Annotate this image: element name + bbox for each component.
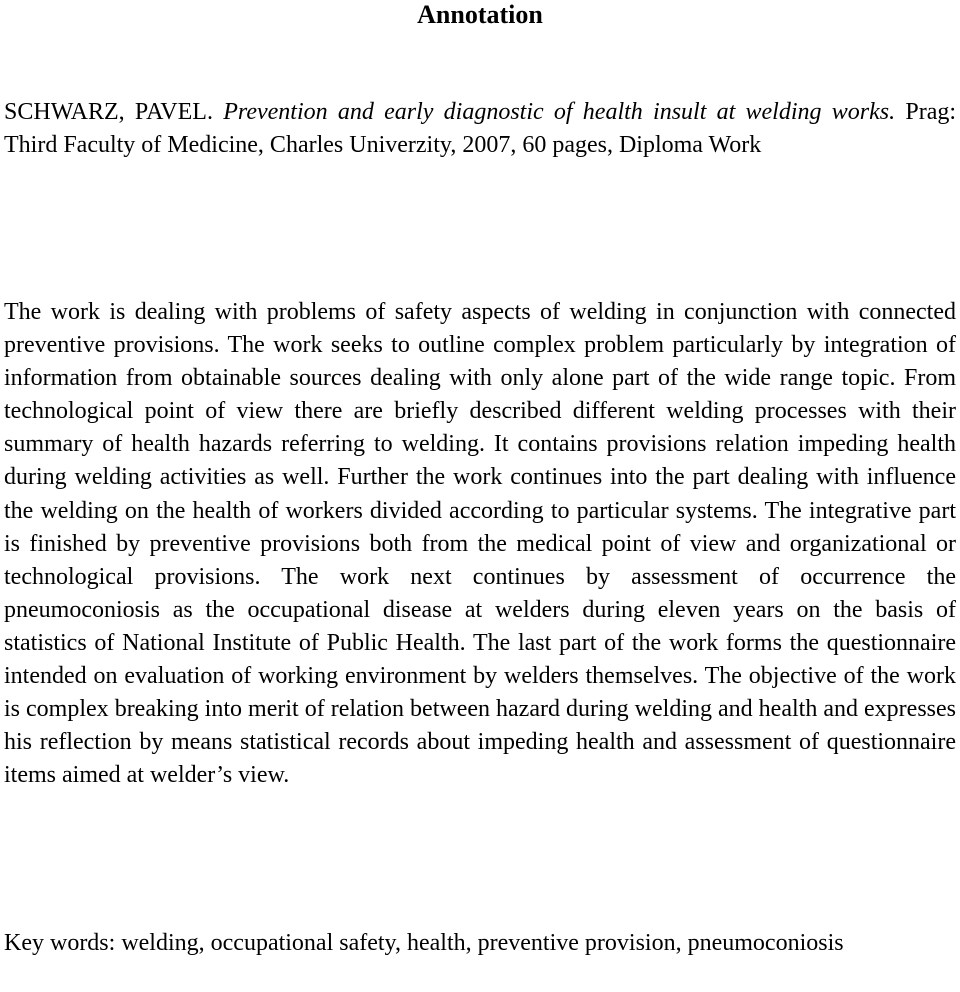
citation-authors: SCHWARZ, PAVEL. [4, 99, 213, 125]
citation-publication: Prag: Third Faculty of Medicine, Charles Univerzity, 2007, 60 pages, Diploma Work [4, 99, 957, 158]
keywords-paragraph: Key words: welding, occupational safety, health, preventive provision, pneumoconiosis [4, 930, 844, 956]
abstract-paragraph: The work is dealing with problems of safety aspects of welding in conjunction with connected preventive provisions. The work seeks to outline complex problem particularly by integration of information from obtainable sources dealing with only alone part of the wide range topic. From technological point of view there are briefly described different welding processes with their summary of health hazards referring to welding. It contains provisions relation impeding health during welding activities as well. Further the work continues into the part dealing with influence the welding on the health of workers divided according to particular systems. The integrative part is finished by preventive provisions both from the medical point of view and organizational or technological provisions. The work next continues by assessment of occurrence the pneumoconiosis as the occupational disease at welders during eleven years on the basis of statistics of National Institute of Public Health. The last part of the work forms the questionnaire intended on evaluation of working environment by welders themselves. The objective of the work is complex breaking into merit of relation between hazard during welding and health and expresses his reflection by means statistical records about impeding health and assessment of questionnaire items aimed at welder’s view. [4, 299, 956, 789]
citation [4, 96, 956, 162]
citation-title: Prevention and early diagnostic of health insult at welding works. [223, 99, 896, 125]
page-title: Annotation [417, 0, 543, 29]
